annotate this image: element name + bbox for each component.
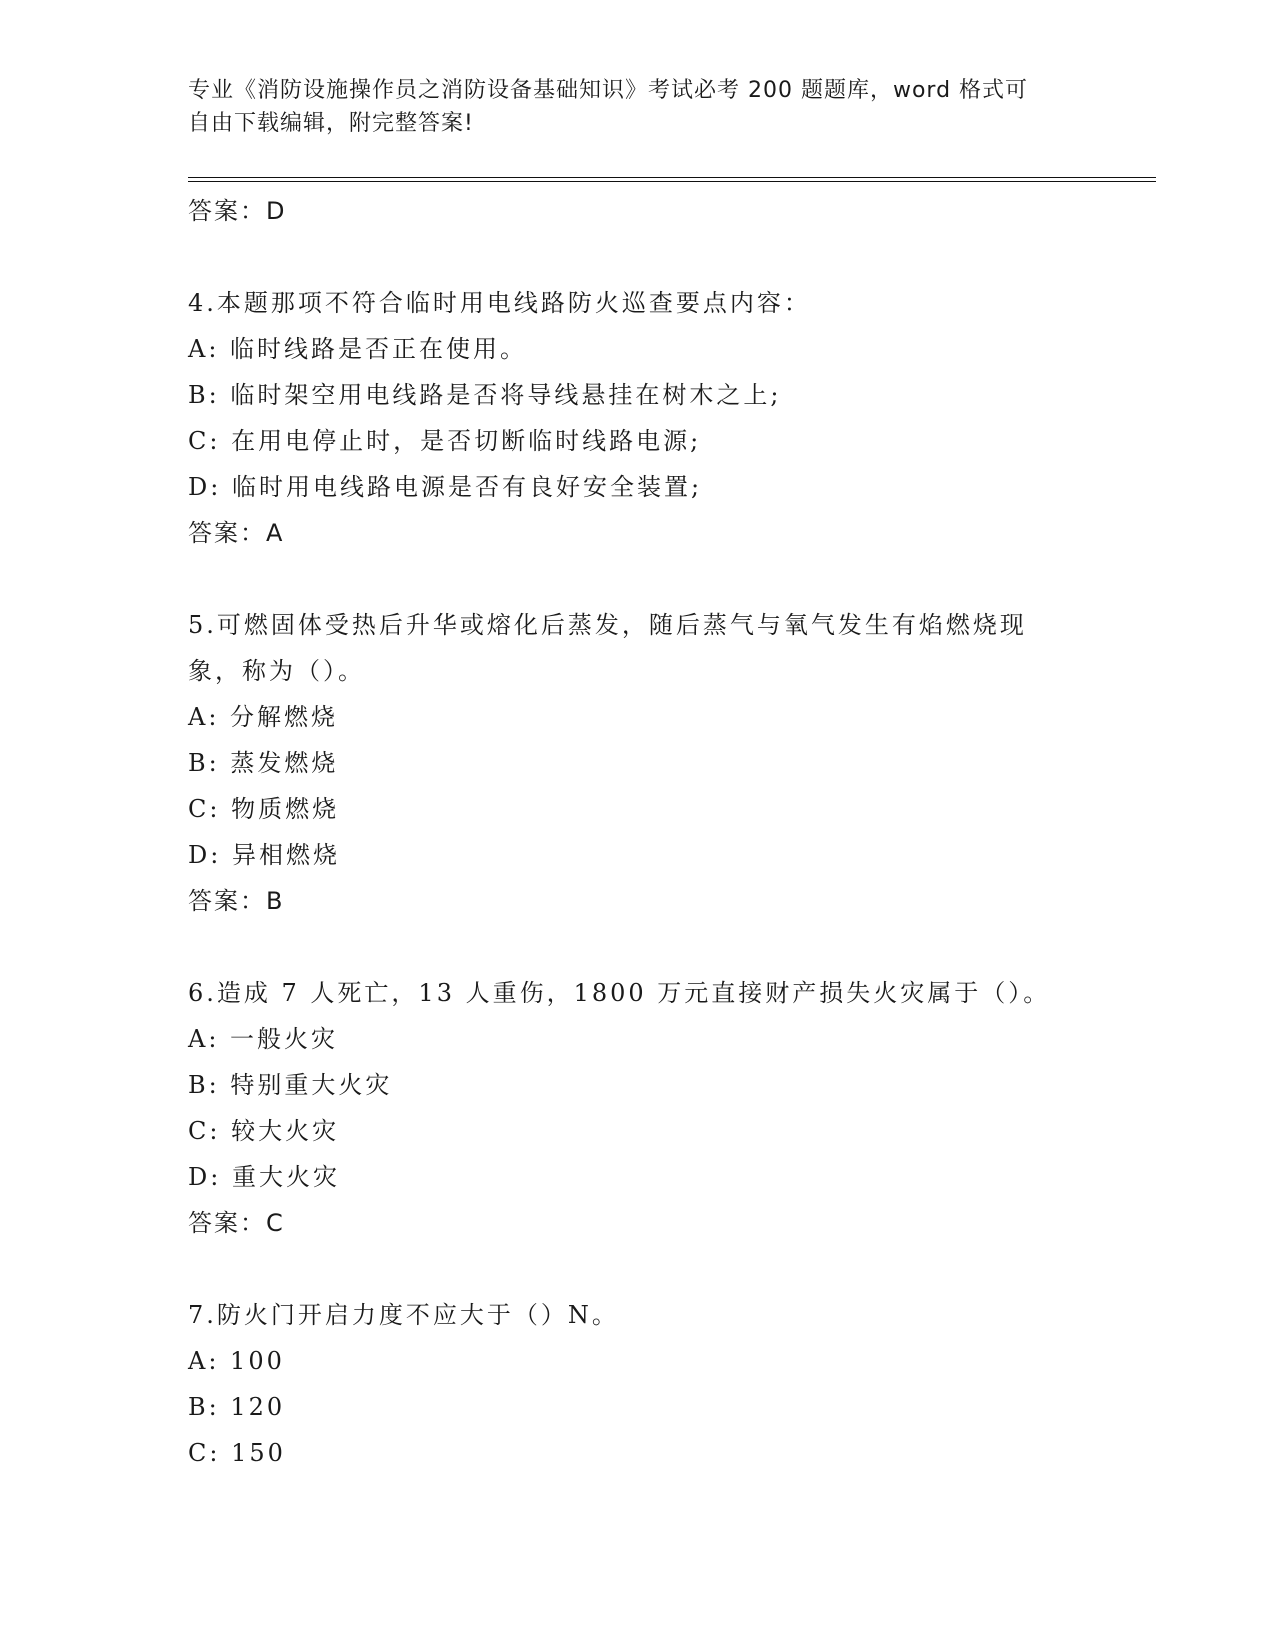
question-block [188,602,1148,924]
spacer [188,1246,1148,1292]
header-title-line-2: 自由下载编辑，附完整答案! [188,111,474,136]
question-block [188,280,1148,556]
question-text: 5.可燃固体受热后升华或熔化后蒸发，随后蒸气与氧气发生有焰燃烧现象，称为（）。 [188,611,1027,685]
spacer [188,556,1148,602]
option-c: C: 在用电停止时，是否切断临时线路电源; [188,427,702,455]
option-a: A: 分解燃烧 [188,703,339,731]
option-b: B: 临时架空用电线路是否将导线悬挂在树木之上; [188,381,782,409]
option-d: D: 临时用电线路电源是否有良好安全装置; [188,473,703,501]
question-block [188,1292,1148,1476]
question-text: 6.造成 7 人死亡，13 人重伤，1800 万元直接财产损失火灾属于（）。 [188,979,1051,1007]
document-body [188,188,1148,1476]
option-c: C: 较大火灾 [188,1117,340,1145]
page-header [188,74,1068,140]
answer-line: 答案：B [188,887,285,915]
answer-line: 答案：A [188,519,285,547]
option-c: C: 物质燃烧 [188,795,340,823]
question-text: 7.防火门开启力度不应大于（）N。 [188,1301,619,1329]
option-a: A: 一般火灾 [188,1025,339,1053]
option-d: D: 异相燃烧 [188,841,340,869]
option-b: B: 特别重大火灾 [188,1071,393,1099]
question-text: 4.本题那项不符合临时用电线路防火巡查要点内容： [188,289,811,317]
header-divider-bottom [188,181,1156,182]
option-a: A: 100 [188,1347,285,1375]
spacer [188,924,1148,970]
option-a: A: 临时线路是否正在使用。 [188,335,528,363]
answer-line: 答案：C [188,1209,285,1237]
option-c: C: 150 [188,1439,286,1467]
question-block [188,970,1148,1246]
header-title-line-1: 专业《消防设施操作员之消防设备基础知识》考试必考 200 题题库，word 格式可 [188,78,1029,103]
option-d: D: 重大火灾 [188,1163,340,1191]
header-divider-top [188,177,1156,178]
option-b: B: 120 [188,1393,286,1421]
answer-line: 答案：D [188,197,287,225]
spacer [188,234,1148,280]
option-b: B: 蒸发燃烧 [188,749,339,777]
